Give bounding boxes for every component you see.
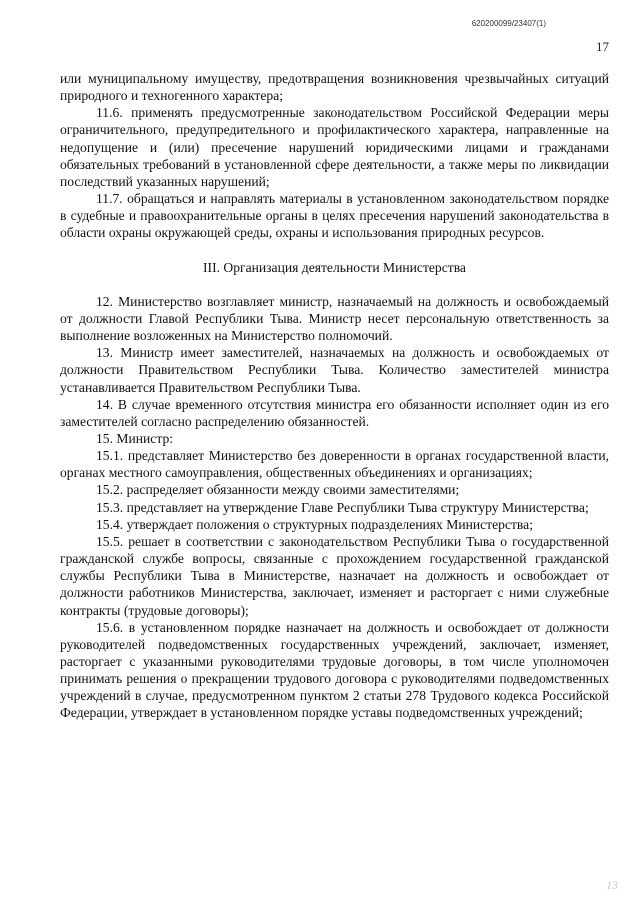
paragraph: или муниципальному имуществу, предотвращения возникновения чрезвычайных ситуаций природного и техногенного характера; [60,71,609,104]
document-body [60,70,609,722]
section-heading: III. Организация деятельности Министерства [203,259,466,275]
paragraph: 11.6. применять предусмотренные законодательством Российской Федерации меры ограничительного, предупредительного и профилактического характера, направленные на недопущение и (или) пресечение нарушений юридическими лицами и гражданами обязательных требований в установленной сфере деятельности, а также меры по ликвидации последствий указанных нарушений; [60,105,609,189]
paragraph: 15.6. в установленном порядке назначает на должность и освобождает от должности руководителей подведомственных государственных учреждений, заключает, изменяет, расторгает с указанными руководителями трудовые договоры, в том числе уполномочен принимать решения о прекращении трудового договора с руководителями подведомственных учреждений в случае, предусмотренном пунктом 2 статьи 278 Трудового кодекса Российской Федерации, утверждает в установленном порядке уставы подведомственных учреждений; [60,619,609,721]
paragraph: 15.3. представляет на утверждение Главе Республики Тыва структуру Министерства; [96,499,589,515]
paragraph: 15. Министр: [96,430,174,446]
document-number: 620200099/23407(1) [471,19,546,28]
paragraph: 15.1. представляет Министерство без доверенности в органах государственной власти, органах местного самоуправления, общественных объединениях и организациях; [60,448,609,481]
paragraph: 15.5. решает в соответствии с законодательством Республики Тыва о государственной гражданской службе вопросы, связанные с прохождением государственной гражданской службы Республики Тыва в Министерстве, назначает на должность и освобождает от должности работников Министерства, заключает, изменяет и расторгает с ними служебные контракты (трудовые договоры); [60,533,609,618]
paragraph: 13. Министр имеет заместителей, назначаемых на должность и освобождаемых от должности Правительством Республики Тыва. Количество заместителей министра устанавливается Правительством Республики Тыва. [60,345,609,395]
paragraph: 11.7. обращаться и направлять материалы в установленном законодательством порядке в судебные и правоохранительные органы в целях пресечения нарушений законодательства в области охраны окружающей среды, охраны и использования природных ресурсов. [60,191,609,241]
paragraph: 12. Министерство возглавляет министр, назначаемый на должность и освобождаемый от должности Главой Республики Тыва. Министр несет персональную ответственность за выполнение возложенных на Министерство полномочий. [60,293,609,344]
corner-handwritten-mark: 13 [606,878,618,892]
paragraph: 15.2. распределяет обязанности между своими заместителями; [96,482,460,498]
paragraphs-after-section [60,293,609,722]
paragraphs-before-section [60,70,609,242]
paragraph: 14. В случае временного отсутствия министра его обязанности исполняет один из его заместителей согласно распределению обязанностей. [60,396,609,429]
paragraph: 15.4. утверждает положения о структурных подразделениях Министерства; [96,516,533,532]
page-number: 17 [596,39,609,54]
